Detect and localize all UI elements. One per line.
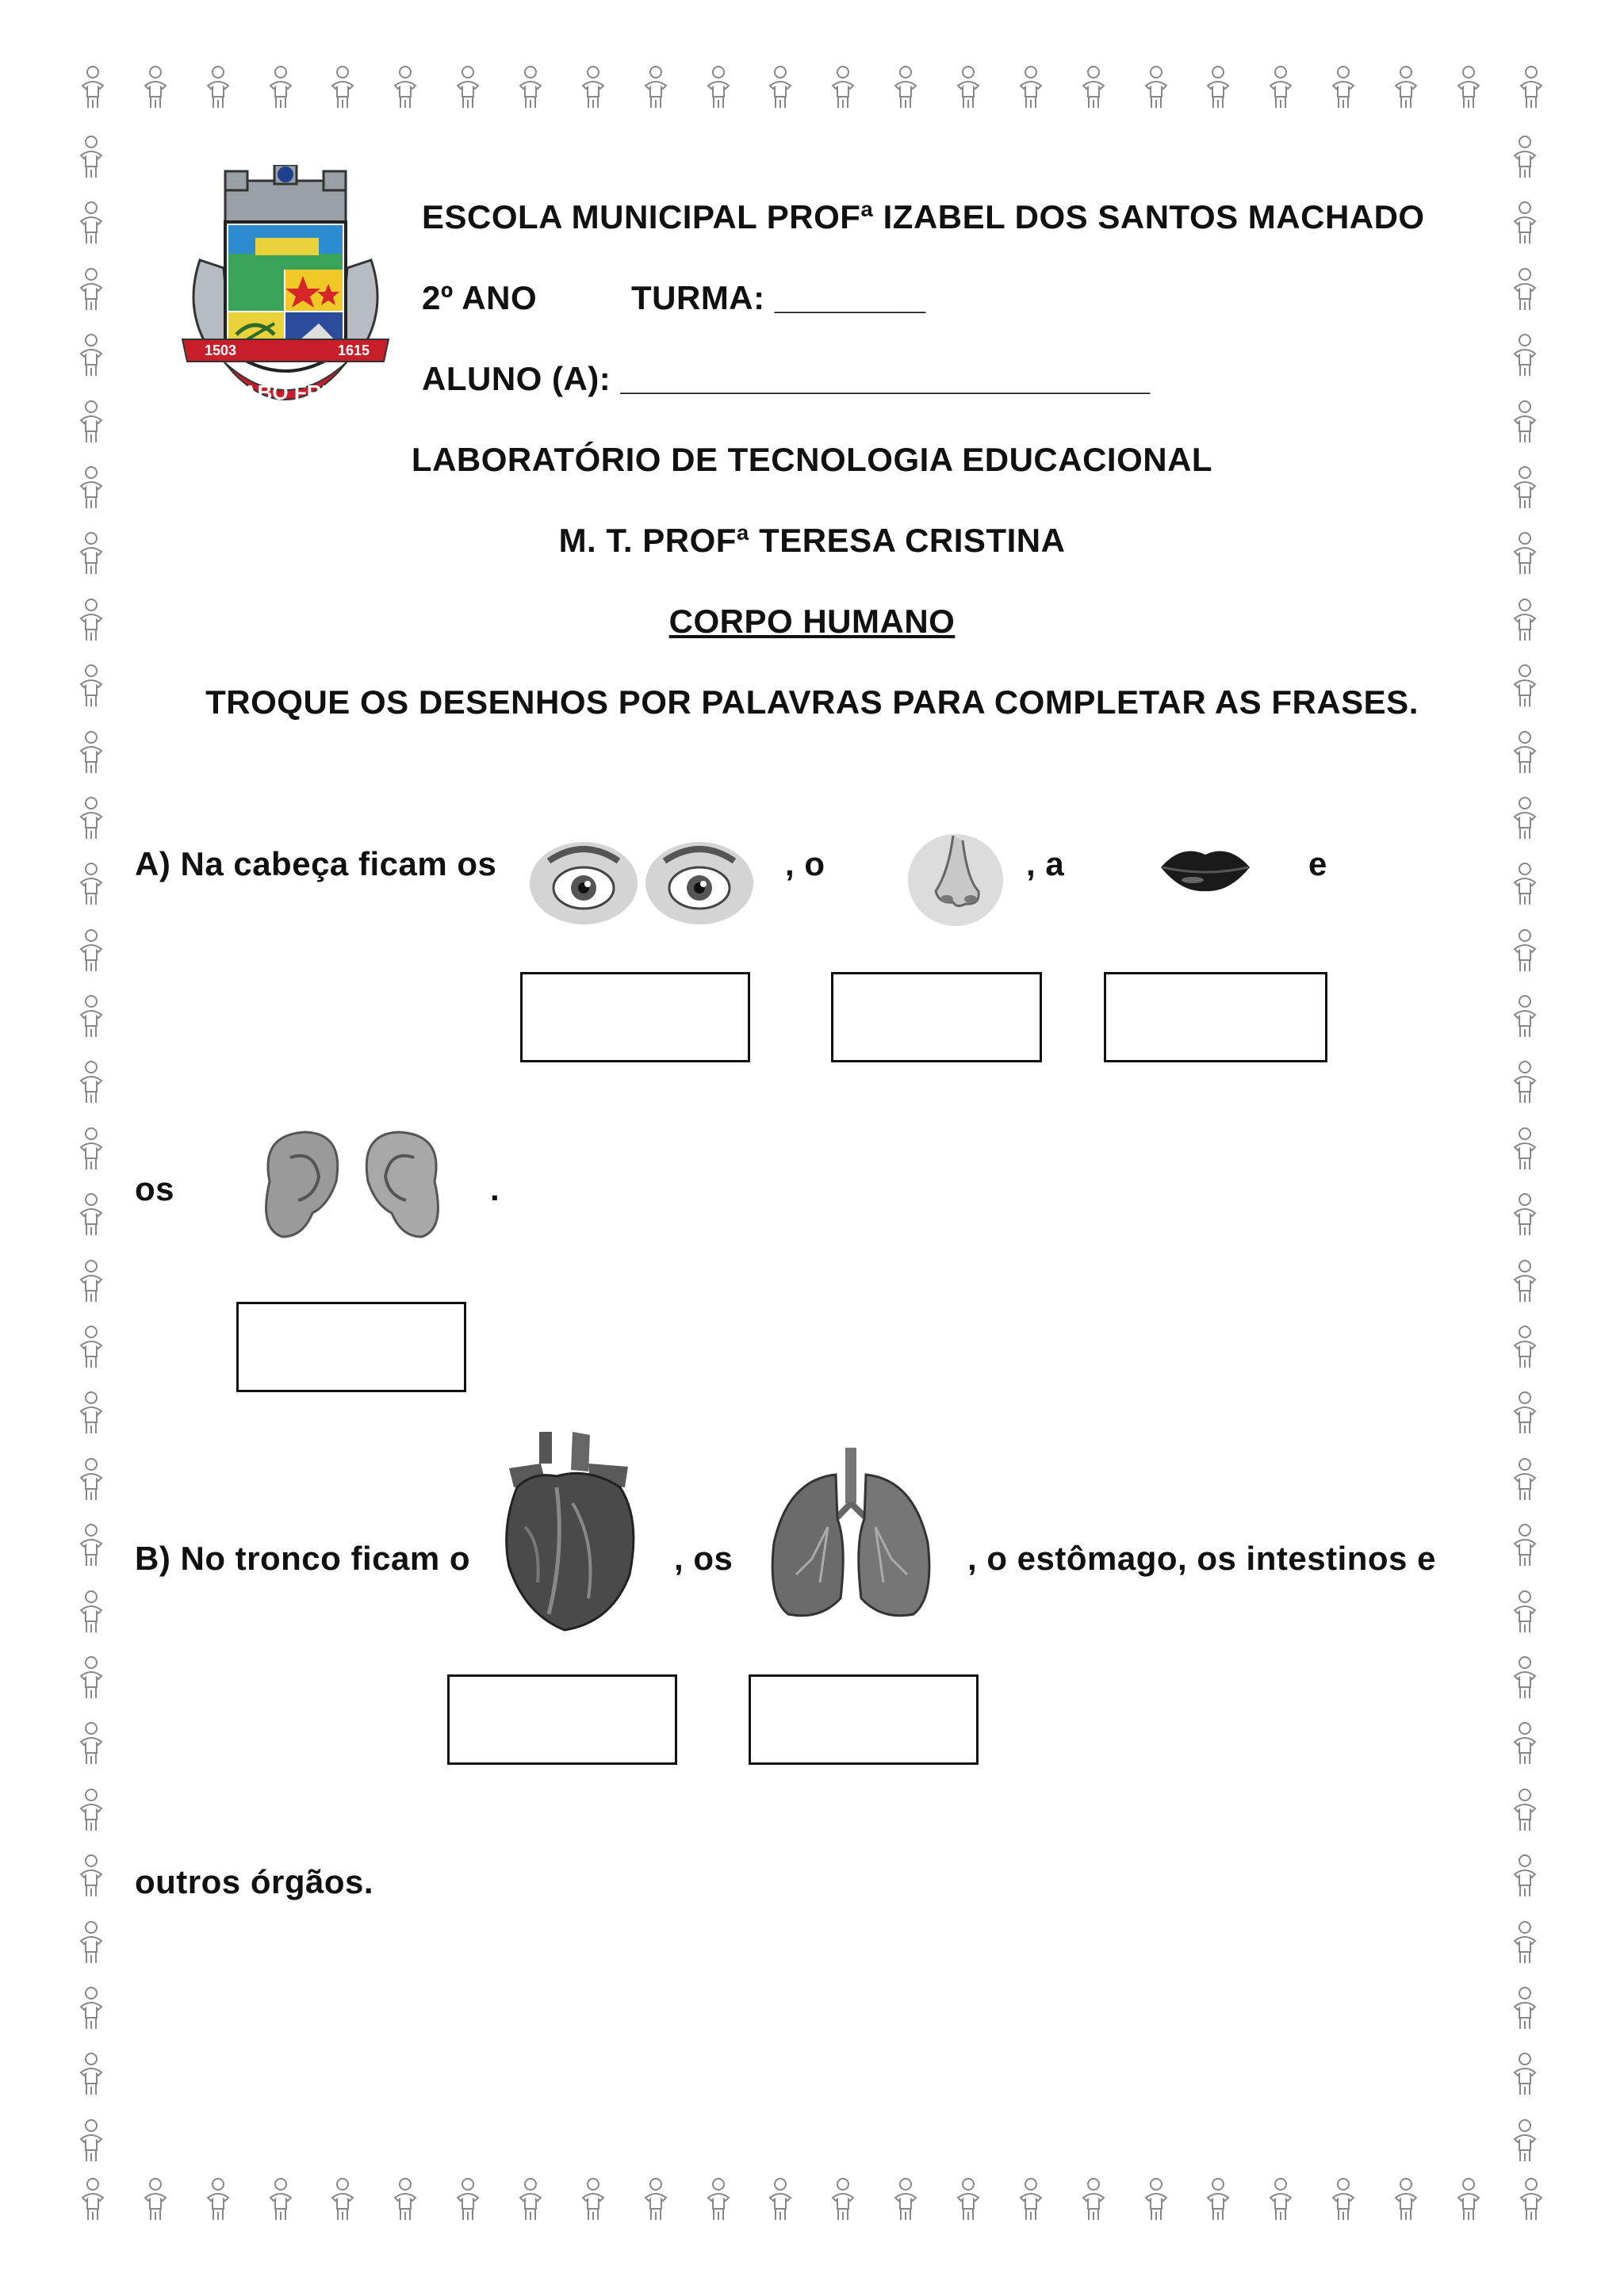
child-figure-icon (75, 1060, 108, 1106)
child-figure-icon (1508, 1192, 1542, 1238)
mouth-icon (1158, 840, 1253, 896)
child-figure-icon (75, 1391, 108, 1437)
child-figure-icon (75, 1523, 108, 1569)
child-figure-icon (1327, 2177, 1360, 2223)
child-figure-icon (76, 2177, 109, 2223)
heart-icon (493, 1432, 641, 1636)
child-figure-icon (639, 2177, 672, 2223)
child-figure-icon (75, 1259, 108, 1305)
section-a-sep2: , a (1026, 845, 1065, 882)
child-figure-icon (75, 1854, 108, 1900)
class-field[interactable]: TURMA: ________ (631, 279, 926, 316)
child-figure-icon (1014, 65, 1048, 111)
teacher-name: M. T. PROFª TERESA CRISTINA (558, 522, 1066, 559)
child-figure-icon (1264, 2177, 1297, 2223)
border-left (75, 135, 122, 2164)
child-figure-icon (1508, 1920, 1542, 1966)
eyes-icon (527, 832, 756, 928)
child-figure-icon (514, 65, 547, 111)
child-figure-icon (1508, 1788, 1542, 1834)
child-figure-icon (1508, 1325, 1542, 1371)
child-figure-icon (75, 928, 108, 974)
child-figure-icon (75, 796, 108, 842)
crest-city: CABO FRIO (228, 381, 343, 404)
section-b-sep1: , os (674, 1540, 733, 1577)
child-figure-icon (75, 1655, 108, 1701)
school-name: ESCOLA MUNICIPAL PROFª IZABEL DOS SANTOS MACHADO (422, 198, 1425, 235)
child-figure-icon (1508, 267, 1542, 313)
child-figure-icon (826, 2177, 860, 2223)
child-figure-icon (1508, 1590, 1542, 1636)
child-figure-icon (1508, 2052, 1542, 2098)
child-figure-icon (389, 65, 422, 111)
child-figure-icon (1508, 1986, 1542, 2032)
child-figure-icon (1077, 2177, 1110, 2223)
border-bottom (76, 2177, 1548, 2225)
child-figure-icon (576, 2177, 610, 2223)
child-figure-icon (1508, 1060, 1542, 1106)
crest-year-left: 1503 (205, 342, 237, 358)
cabo-frio-crest (176, 165, 395, 417)
child-figure-icon (1508, 1721, 1542, 1767)
answer-box-lungs[interactable] (749, 1674, 979, 1765)
child-figure-icon (75, 1788, 108, 1834)
child-figure-icon (952, 65, 985, 111)
child-figure-icon (1508, 1259, 1542, 1305)
child-figure-icon (264, 65, 297, 111)
child-figure-icon (1452, 65, 1485, 111)
child-figure-icon (75, 730, 108, 776)
ears-icon (243, 1126, 462, 1245)
section-a-sep3: e (1308, 845, 1327, 882)
child-figure-icon (1508, 928, 1542, 974)
child-figure-icon (75, 1325, 108, 1371)
child-figure-icon (1327, 65, 1360, 111)
child-figure-icon (1077, 65, 1110, 111)
child-figure-icon (451, 2177, 485, 2223)
child-figure-icon (75, 201, 108, 247)
child-figure-icon (1508, 1655, 1542, 1701)
child-figure-icon (1515, 65, 1548, 111)
section-b-start: B) No tronco ficam o (135, 1540, 471, 1577)
child-figure-icon (1508, 730, 1542, 776)
lungs-icon (764, 1448, 937, 1622)
child-figure-icon (75, 1127, 108, 1173)
child-figure-icon (1201, 65, 1235, 111)
answer-box-eyes[interactable] (520, 972, 750, 1062)
student-name-field[interactable]: ALUNO (A): ____________________________ (422, 360, 1151, 397)
child-figure-icon (75, 1192, 108, 1238)
child-figure-icon (75, 994, 108, 1040)
section-a-line2-end: . (490, 1170, 500, 1207)
section-b-line2: outros órgãos. (135, 1863, 374, 1900)
section-a-sep1: , o (785, 845, 825, 882)
child-figure-icon (201, 2177, 235, 2223)
child-figure-icon (1139, 65, 1173, 111)
child-figure-icon (75, 400, 108, 446)
section-b-end: , o estômago, os intestinos e (967, 1540, 1436, 1577)
child-figure-icon (889, 2177, 922, 2223)
child-figure-icon (139, 2177, 172, 2223)
child-figure-icon (702, 65, 735, 111)
child-figure-icon (1508, 2118, 1542, 2164)
child-figure-icon (1508, 1391, 1542, 1437)
child-figure-icon (1508, 333, 1542, 379)
child-figure-icon (1139, 2177, 1173, 2223)
child-figure-icon (75, 2052, 108, 2098)
child-figure-icon (764, 65, 797, 111)
child-figure-icon (326, 2177, 359, 2223)
answer-box-nose[interactable] (831, 972, 1042, 1062)
answer-box-heart[interactable] (447, 1674, 677, 1765)
child-figure-icon (514, 2177, 547, 2223)
child-figure-icon (889, 65, 922, 111)
child-figure-icon (1389, 65, 1423, 111)
child-figure-icon (1508, 862, 1542, 908)
child-figure-icon (1508, 400, 1542, 446)
child-figure-icon (75, 1920, 108, 1966)
child-figure-icon (826, 65, 860, 111)
child-figure-icon (75, 333, 108, 379)
child-figure-icon (1508, 201, 1542, 247)
crest-year-right: 1615 (338, 342, 370, 358)
child-figure-icon (1508, 1523, 1542, 1569)
child-figure-icon (264, 2177, 297, 2223)
child-figure-icon (75, 1721, 108, 1767)
child-figure-icon (1508, 796, 1542, 842)
child-figure-icon (75, 1590, 108, 1636)
child-figure-icon (75, 267, 108, 313)
section-a-line2-start: os (135, 1170, 175, 1207)
border-top (76, 65, 1548, 113)
child-figure-icon (76, 65, 109, 111)
answer-box-ears[interactable] (236, 1302, 466, 1392)
answer-box-mouth[interactable] (1104, 972, 1327, 1062)
child-figure-icon (1508, 1457, 1542, 1503)
child-figure-icon (1014, 2177, 1048, 2223)
child-figure-icon (451, 65, 485, 111)
child-figure-icon (75, 1986, 108, 2032)
child-figure-icon (639, 65, 672, 111)
child-figure-icon (952, 2177, 985, 2223)
child-figure-icon (1389, 2177, 1423, 2223)
child-figure-icon (75, 135, 108, 181)
instruction: TROQUE OS DESENHOS POR PALAVRAS PARA COMPLETAR AS FRASES. (205, 683, 1419, 721)
page-title: CORPO HUMANO (668, 603, 956, 640)
child-figure-icon (75, 862, 108, 908)
child-figure-icon (139, 65, 172, 111)
nose-icon (904, 825, 1007, 928)
grade-label: 2º ANO (422, 279, 538, 316)
child-figure-icon (1508, 1854, 1542, 1900)
child-figure-icon (576, 65, 610, 111)
child-figure-icon (201, 65, 235, 111)
child-figure-icon (1264, 65, 1297, 111)
child-figure-icon (1452, 2177, 1485, 2223)
child-figure-icon (75, 2118, 108, 2164)
child-figure-icon (702, 2177, 735, 2223)
border-right (1508, 135, 1556, 2164)
child-figure-icon (1201, 2177, 1235, 2223)
child-figure-icon (1508, 1127, 1542, 1173)
child-figure-icon (75, 1457, 108, 1503)
child-figure-icon (1508, 994, 1542, 1040)
section-a-start: A) Na cabeça ficam os (135, 845, 497, 882)
child-figure-icon (1508, 135, 1542, 181)
child-figure-icon (764, 2177, 797, 2223)
child-figure-icon (1515, 2177, 1548, 2223)
lab-title: LABORATÓRIO DE TECNOLOGIA EDUCACIONAL (411, 441, 1213, 478)
child-figure-icon (326, 65, 359, 111)
child-figure-icon (389, 2177, 422, 2223)
